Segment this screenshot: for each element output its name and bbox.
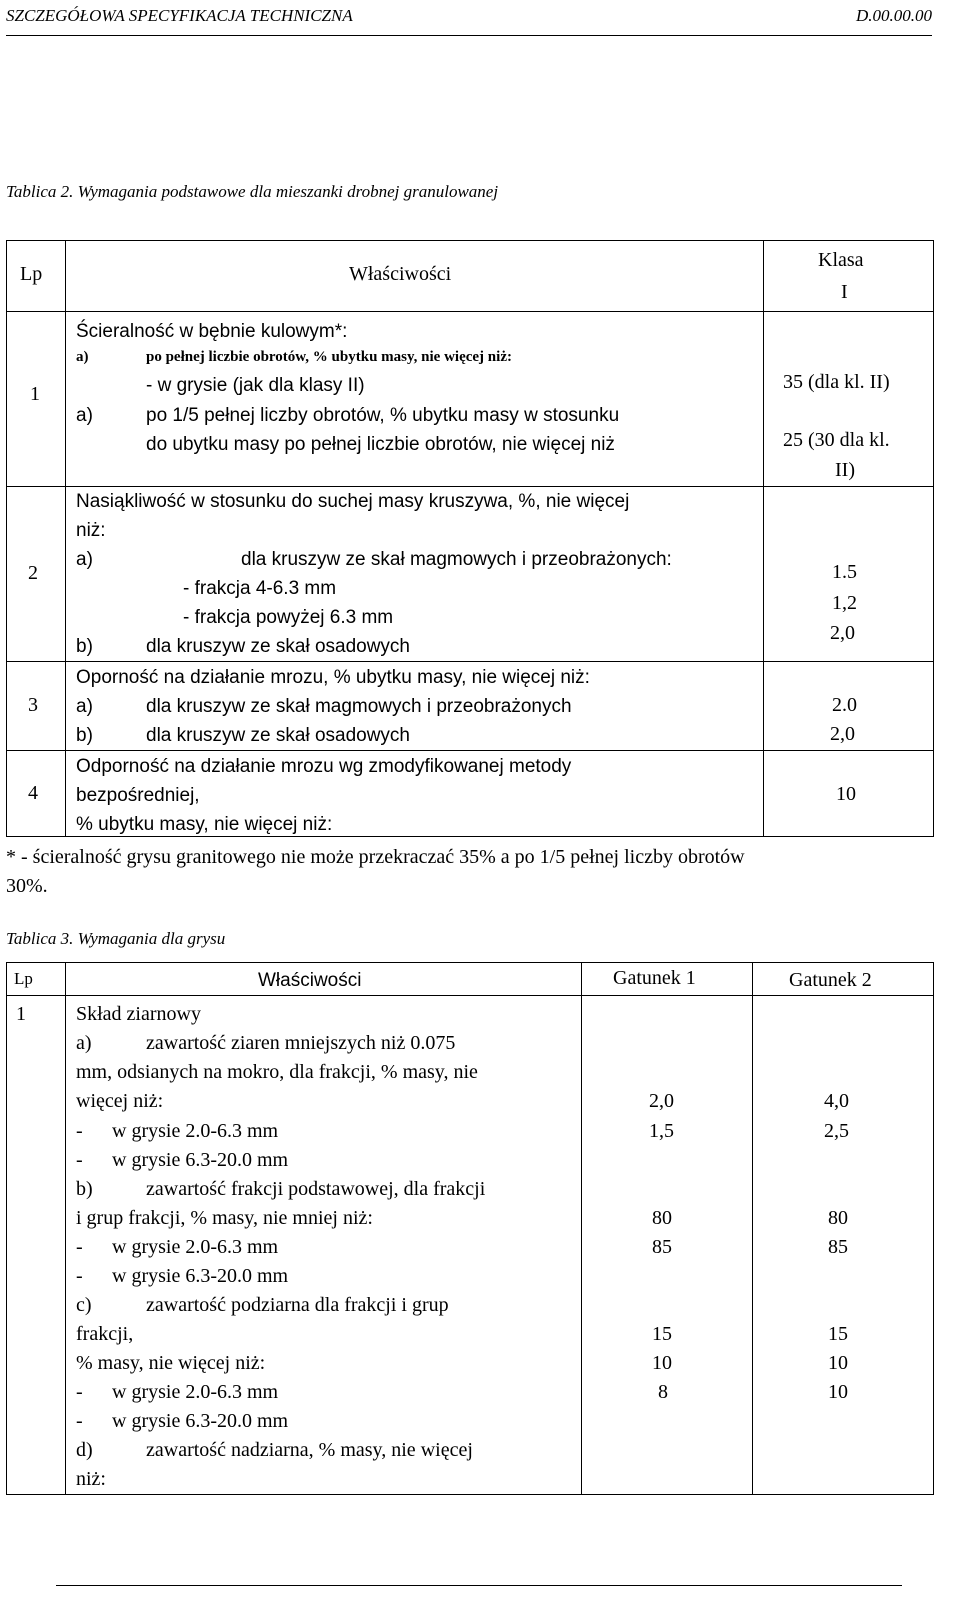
- table2-row3-marker: b): [76, 725, 93, 746]
- table3-marker: -: [76, 1410, 83, 1432]
- table2-row3-lp: 3: [28, 694, 38, 716]
- table3-g1-value: 80: [652, 1207, 672, 1229]
- table2-col-divider: [763, 240, 764, 837]
- table2-row2-line: niż:: [76, 520, 106, 541]
- table3-line: zawartość ziaren mniejszych niż 0.075: [146, 1032, 456, 1054]
- table2-row4-lp: 4: [28, 782, 38, 804]
- table3-col-divider: [581, 962, 582, 1495]
- table2-row1-value: 35 (dla kl. II): [783, 371, 890, 393]
- table2-row3-value: 2.0: [832, 694, 857, 716]
- table3-g1-value: 85: [652, 1236, 672, 1258]
- footer-rule: [56, 1585, 902, 1586]
- table2-row2-value: 2,0: [830, 622, 855, 644]
- table2-row2-line: dla kruszyw ze skał magmowych i przeobrażonych:: [241, 549, 672, 570]
- table3-g2-value: 80: [828, 1207, 848, 1229]
- table3-marker: -: [76, 1381, 83, 1403]
- table2-row1-marker: a): [76, 405, 93, 426]
- table2-row1-line: - w grysie (jak dla klasy II): [146, 375, 365, 396]
- table2-header-properties: Właściwości: [349, 263, 452, 285]
- table3-marker: c): [76, 1294, 92, 1316]
- table3-g2-value: 10: [828, 1352, 848, 1374]
- table2-row1-value: II): [835, 459, 855, 481]
- table3-line: zawartość podziarna dla frakcji i grup: [146, 1294, 449, 1316]
- table3-marker: a): [76, 1032, 92, 1054]
- table3-g1-value: 1,5: [649, 1120, 674, 1142]
- table2-row4-line: % ubytku masy, nie więcej niż:: [76, 814, 333, 835]
- table3-line: Skład ziarnowy: [76, 1003, 201, 1025]
- table3-marker: b): [76, 1178, 93, 1200]
- table3-g2-value: 10: [828, 1381, 848, 1403]
- table2-row2-marker: a): [76, 549, 93, 570]
- table3-g1-value: 8: [658, 1381, 668, 1403]
- table2-header-lp: Lp: [20, 263, 43, 285]
- table3-g2-value: 2,5: [824, 1120, 849, 1142]
- table2-col-divider: [65, 240, 66, 837]
- table2-row1-marker: a): [76, 349, 89, 365]
- table3-marker: -: [76, 1120, 83, 1142]
- table3-col-divider: [65, 962, 66, 1495]
- table2-row2-line: Nasiąkliwość w stosunku do suchej masy kruszywa, %, nie więcej: [76, 491, 630, 512]
- table2-footnote-cont: 30%.: [6, 875, 48, 897]
- table3-caption: Tablica 3. Wymagania dla grysu: [6, 929, 226, 948]
- table3-line: w grysie 6.3-20.0 mm: [112, 1265, 289, 1287]
- table3-line: w grysie 2.0-6.3 mm: [112, 1381, 279, 1403]
- header-rule: [6, 35, 932, 36]
- header-code: D.00.00.00: [855, 6, 932, 25]
- table2-row3-line: dla kruszyw ze skał osadowych: [146, 725, 410, 746]
- table3-header-divider: [6, 995, 934, 996]
- table2-row1-line: po 1/5 pełnej liczby obrotów, % ubytku masy w stosunku: [146, 405, 620, 426]
- table3-marker: -: [76, 1149, 83, 1171]
- table3-g1-value: 15: [652, 1323, 672, 1345]
- table3-line: i grup frakcji, % masy, nie mniej niż:: [76, 1207, 373, 1229]
- table3-line: zawartość nadziarna, % masy, nie więcej: [146, 1439, 473, 1461]
- table2-row3-value: 2,0: [830, 723, 855, 745]
- table3-col-divider: [752, 962, 753, 1495]
- table3-line: więcej niż:: [76, 1090, 164, 1112]
- table3-line: zawartość frakcji podstawowej, dla frakcji: [146, 1178, 486, 1200]
- table2-header-klasa: Klasa: [818, 249, 864, 271]
- table2-row2-marker: b): [76, 636, 93, 657]
- table3-header-gatunek1: Gatunek 1: [613, 967, 696, 989]
- table2-row4-value: 10: [836, 783, 856, 805]
- table3-line: w grysie 6.3-20.0 mm: [112, 1410, 289, 1432]
- table3-line: mm, odsianych na mokro, dla frakcji, % masy, nie: [76, 1061, 478, 1083]
- table3-header-properties: Właściwości: [258, 970, 362, 991]
- table2-header-divider: [6, 311, 934, 312]
- table2-row1-line: do ubytku masy po pełnej liczbie obrotów, nie więcej niż: [146, 434, 615, 455]
- table3-line: % masy, nie więcej niż:: [76, 1352, 266, 1374]
- table2-row2-lp: 2: [28, 562, 38, 584]
- table3-line: niż:: [76, 1468, 106, 1490]
- table3-g1-value: 10: [652, 1352, 672, 1374]
- table2-row4-line: Odporność na działanie mrozu wg zmodyfikowanej metody: [76, 756, 572, 777]
- table2-row3-line: Oporność na działanie mrozu, % ubytku masy, nie więcej niż:: [76, 667, 590, 688]
- table2-row1-lp: 1: [30, 383, 40, 405]
- table3-marker: -: [76, 1265, 83, 1287]
- table2-row2-line: - frakcja 4-6.3 mm: [183, 578, 337, 599]
- table3-g2-value: 4,0: [824, 1090, 849, 1112]
- table2-row4-line: bezpośredniej,: [76, 785, 200, 806]
- table2-row3-line: dla kruszyw ze skał magmowych i przeobrażonych: [146, 696, 572, 717]
- table2-row1-title: Ścieralność w bębnie kulowym*:: [76, 321, 348, 342]
- table3-marker: d): [76, 1439, 93, 1461]
- table2-row2-line: dla kruszyw ze skał osadowych: [146, 636, 410, 657]
- table2-row2-value: 1.5: [832, 561, 857, 583]
- table2-row1-line: po pełnej liczbie obrotów, % ubytku masy, nie więcej niż:: [146, 349, 512, 365]
- table3-line: frakcji,: [76, 1323, 134, 1345]
- table2-header-klasa-sub: I: [841, 281, 848, 303]
- table3-line: w grysie 6.3-20.0 mm: [112, 1149, 289, 1171]
- table3-g2-value: 85: [828, 1236, 848, 1258]
- table2-row1-value: 25 (30 dla kl.: [783, 429, 890, 451]
- table2-footnote: * - ścieralność grysu granitowego nie może przekraczać 35% a po 1/5 pełnej liczby obrotów: [6, 846, 745, 868]
- table3-g1-value: 2,0: [649, 1090, 674, 1112]
- table3-line: w grysie 2.0-6.3 mm: [112, 1120, 279, 1142]
- table3-header-gatunek2: Gatunek 2: [789, 969, 872, 991]
- table2-row3-marker: a): [76, 696, 93, 717]
- table2-caption: Tablica 2. Wymagania podstawowe dla mieszanki drobnej granulowanej: [6, 182, 499, 201]
- table2-row-divider: [6, 750, 934, 751]
- table2-row2-value: 1,2: [832, 592, 857, 614]
- table3-marker: -: [76, 1236, 83, 1258]
- table3-header-lp: Lp: [14, 969, 33, 988]
- table3-line: w grysie 2.0-6.3 mm: [112, 1236, 279, 1258]
- header-title: SZCZEGÓŁOWA SPECYFIKACJA TECHNICZNA: [6, 6, 353, 25]
- table3-row1-lp: 1: [16, 1003, 26, 1025]
- table2-row-divider: [6, 661, 934, 662]
- table2-row2-line: - frakcja powyżej 6.3 mm: [183, 607, 394, 628]
- table3-g2-value: 15: [828, 1323, 848, 1345]
